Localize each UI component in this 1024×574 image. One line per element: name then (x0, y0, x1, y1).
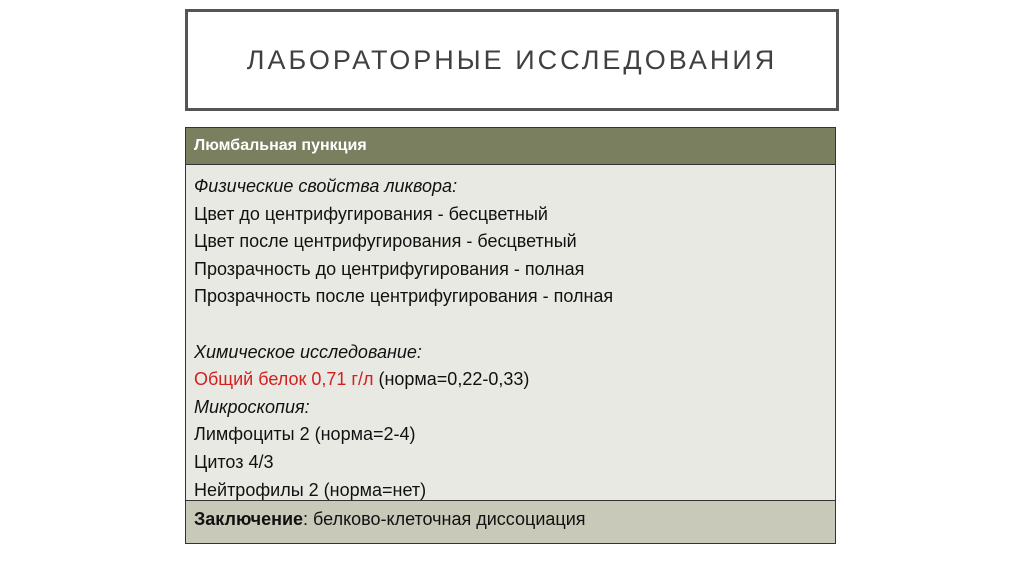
conclusion-label: Заключение (194, 509, 304, 529)
list-item: Лимфоциты 2 (норма=2-4) (194, 424, 416, 445)
protein-line (194, 366, 827, 394)
results-table (185, 127, 836, 544)
list-item: Цитоз 4/3 (194, 451, 274, 472)
slide-title: ЛАБОРАТОРНЫЕ ИССЛЕДОВАНИЯ (246, 44, 778, 75)
list-item: Цвет после центрифугирования - бесцветный (194, 231, 577, 252)
list-item: Прозрачность до центрифугирования - полная (194, 258, 585, 279)
spacer (194, 311, 827, 339)
table-header: Люмбальная пункция (186, 128, 835, 165)
list-item: Цвет до центрифугирования - бесцветный (194, 203, 548, 224)
list-item: Прозрачность после центрифугирования - полная (194, 286, 614, 307)
chemical-heading: Химическое исследование: (194, 341, 422, 362)
physical-heading: Физические свойства ликвора: (194, 176, 458, 196)
title-box (185, 9, 839, 111)
protein-norm: (норма=0,22-0,33) (373, 369, 530, 390)
microscopy-heading: Микроскопия: (194, 396, 310, 417)
table-body (186, 165, 835, 501)
list-item: Нейтрофилы 2 (норма=нет) (194, 479, 427, 500)
protein-value: Общий белок 0,71 г/л (194, 369, 374, 390)
table-footer (186, 501, 835, 543)
conclusion-text: : белково-клеточная диссоциация (303, 509, 586, 529)
